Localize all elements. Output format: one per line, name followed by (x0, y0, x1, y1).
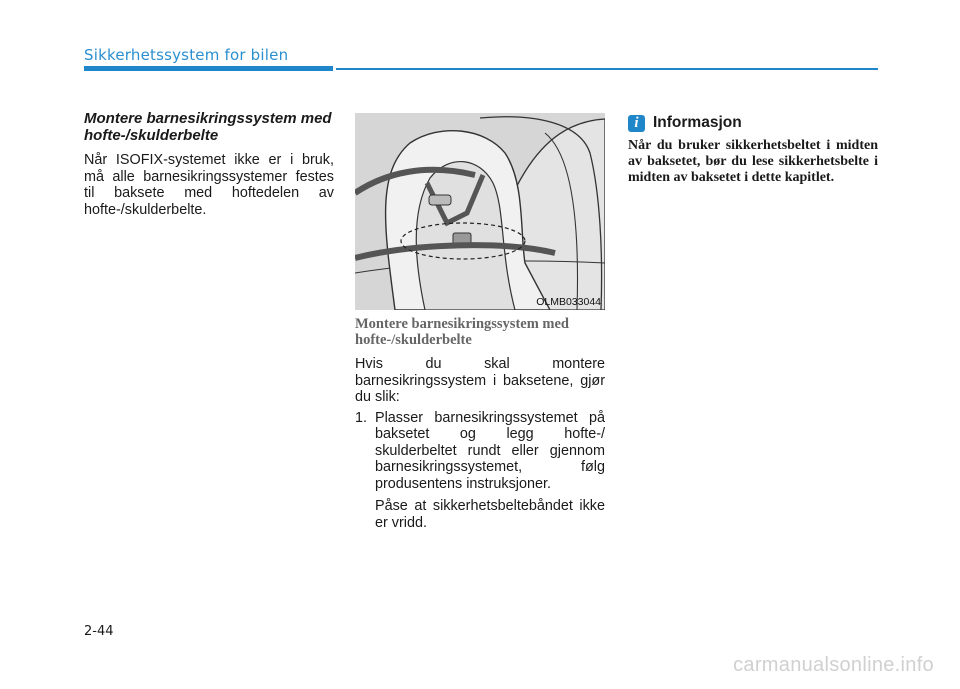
step-note: Påse at sikkerhetsbeltebåndet ikke er vridd. (375, 498, 605, 531)
right-column (628, 114, 878, 185)
instructions-intro: Hvis du skal montere barnesikringssystem i baksetene, gjør du slik: (355, 356, 605, 405)
child-seat-illustration (355, 113, 605, 310)
figure-code: OLMB033044 (536, 296, 601, 308)
page-number: 2-44 (84, 624, 114, 639)
header-rule-thick (84, 66, 333, 71)
section-title: Sikkerhetssystem for bilen (84, 46, 289, 64)
info-header (628, 114, 878, 132)
instruction-list (355, 410, 605, 532)
info-icon: i (628, 115, 645, 132)
watermark: carmanualsonline.info (733, 654, 934, 676)
left-column (84, 110, 334, 218)
caption-heading: Montere barnesikringssystem med hofte-/skulderbelte (355, 316, 569, 348)
step-number: 1. (355, 409, 368, 426)
header-rule-thin (336, 68, 878, 70)
step-text: Plasser barnesikringssystemet på baksetet og legg hofte-/ skulderbeltet rundt eller gjennom barnesikringssystemet, følg produsentens instruksjoner. (375, 409, 605, 492)
list-item (355, 410, 605, 493)
info-title: Informasjon (653, 114, 742, 131)
middle-column (355, 113, 605, 531)
info-text: Når du bruker sikkerhetsbeltet i midten av baksetet, bør du lese sikkerhetsbelte i midten av baksetet i dette kapitlet. (628, 138, 878, 185)
section-heading: Montere barnesikringssystem med hofte-/skulderbelte (84, 110, 332, 144)
intro-paragraph: Når ISOFIX-systemet ikke er i bruk, må alle barnesikringssystemer festes til baksete med hoftedelen av hofte-/skulderbelte. (84, 152, 334, 218)
seat-drawing (355, 113, 605, 310)
